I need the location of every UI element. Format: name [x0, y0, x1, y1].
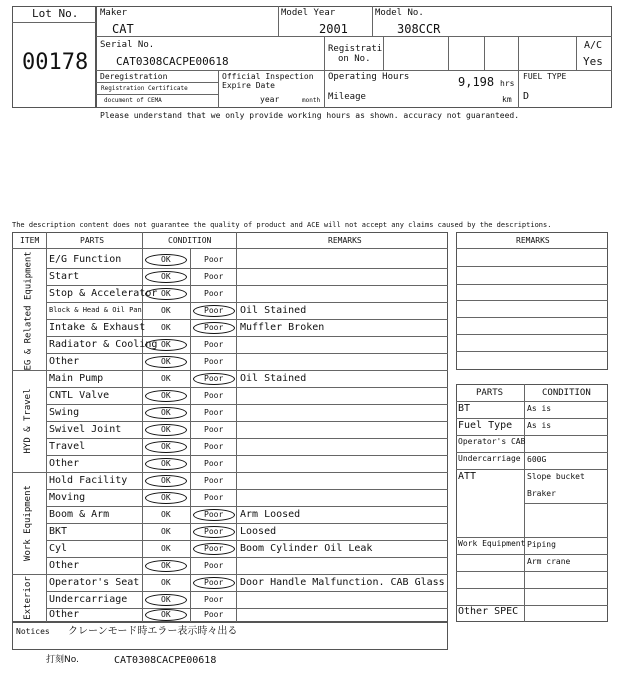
part-name: Other	[49, 609, 80, 620]
dereg-sub-1: Registration Certificate	[101, 85, 188, 92]
condition-poor: Poor	[204, 407, 224, 417]
condition-poor: Poor	[204, 610, 224, 619]
part-name: Hold Facility	[49, 474, 128, 486]
condition-ok: OK	[161, 577, 171, 587]
serial-label: Serial No.	[100, 40, 155, 50]
condition-poor: Poor	[204, 475, 224, 485]
hours-label: Operating Hours	[328, 72, 410, 82]
footer-value: CAT0308CACPE00618	[114, 655, 217, 666]
lot-number: 00178	[22, 50, 89, 75]
remark-text: Door Handle Malfunction. CAB Glass	[240, 576, 445, 588]
group-label: Work Equipment	[23, 485, 33, 561]
spec-condition: 600G	[527, 455, 547, 464]
condition-poor: Poor	[204, 356, 224, 366]
condition-ok: OK	[161, 543, 171, 553]
ok-circle-mark	[145, 441, 187, 453]
condition-ok: OK	[161, 356, 171, 366]
condition-ok: OK	[161, 339, 171, 349]
ok-circle-mark	[145, 458, 187, 470]
mileage-unit: km	[502, 95, 512, 104]
ok-circle-mark	[145, 594, 187, 606]
condition-poor: Poor	[204, 594, 224, 604]
col-parts: PARTS	[80, 236, 105, 245]
part-name: BKT	[49, 525, 68, 537]
condition-ok: OK	[161, 610, 171, 619]
ok-circle-mark	[145, 609, 187, 621]
group-label: Exterior	[23, 576, 33, 620]
condition-ok: OK	[161, 424, 171, 434]
hours-value: 9,198	[458, 75, 495, 89]
condition-ok: OK	[161, 407, 171, 417]
poor-circle-mark	[193, 509, 235, 521]
condition-ok: OK	[161, 475, 171, 485]
ok-circle-mark	[145, 288, 187, 300]
condition-ok: OK	[161, 509, 171, 519]
footer-label: 打刻No.	[46, 655, 79, 665]
part-name: Stop & Accelerator	[49, 287, 158, 299]
condition-ok: OK	[161, 288, 171, 298]
poor-circle-mark	[193, 577, 235, 589]
part-name: Radiator & Cooling	[49, 338, 158, 350]
remark-text: Boom Cylinder Oil Leak	[240, 542, 373, 554]
fuel-label: FUEL TYPE	[523, 72, 567, 81]
condition-poor: Poor	[204, 288, 224, 298]
right-remarks-box	[456, 232, 608, 370]
condition-ok: OK	[161, 492, 171, 502]
condition-ok: OK	[161, 441, 171, 451]
remark-text: Loosed	[240, 525, 277, 537]
condition-poor: Poor	[204, 254, 224, 264]
part-name: Start	[49, 270, 80, 282]
ok-circle-mark	[145, 560, 187, 572]
spec-part: ATT	[458, 471, 477, 482]
poor-circle-mark	[193, 305, 235, 317]
group-label: HYD & Travel	[23, 388, 33, 454]
serial-value: CAT0308CACPE00618	[116, 55, 229, 68]
part-name: Moving	[49, 491, 86, 503]
spec-col-condition: CONDITION	[542, 388, 591, 398]
maker-label: Maker	[100, 8, 128, 18]
condition-poor: Poor	[204, 509, 224, 519]
part-name: Undercarriage	[49, 593, 128, 605]
condition-poor: Poor	[204, 458, 224, 468]
ok-circle-mark	[145, 339, 187, 351]
hours-note: Please understand that we only provide working hours as shown. accuracy not guaranteed.	[100, 111, 520, 120]
condition-poor: Poor	[204, 305, 224, 315]
spec-condition: Piping	[527, 540, 556, 549]
part-name: Intake & Exhaust	[49, 321, 146, 333]
part-name: Cyl	[49, 542, 68, 554]
poor-circle-mark	[193, 526, 235, 538]
part-name: Block & Head & Oil Pan	[49, 305, 142, 314]
ac-label: A/C	[584, 40, 603, 51]
remark-text: Arm Loosed	[240, 508, 301, 520]
poor-circle-mark	[193, 543, 235, 555]
condition-poor: Poor	[204, 322, 224, 332]
remark-text: Muffler Broken	[240, 321, 325, 333]
condition-poor: Poor	[204, 577, 224, 587]
condition-ok: OK	[161, 271, 171, 281]
condition-poor: Poor	[204, 526, 224, 536]
part-name: Swing	[49, 406, 80, 418]
ok-circle-mark	[145, 254, 187, 266]
spec-condition: Braker	[527, 489, 556, 498]
spec-part: Other SPEC	[458, 606, 519, 617]
registration-label-2: on No.	[338, 54, 371, 64]
condition-poor: Poor	[204, 390, 224, 400]
poor-circle-mark	[193, 373, 235, 385]
part-name: Other	[49, 559, 80, 571]
remark-text: Oil Stained	[240, 372, 307, 384]
year-label: year	[260, 95, 280, 104]
condition-ok: OK	[161, 254, 171, 264]
spec-condition: Arm crane	[527, 557, 571, 566]
hours-unit: hrs	[500, 79, 515, 88]
part-name: Travel	[49, 440, 86, 452]
mileage-label: Mileage	[328, 92, 366, 102]
condition-ok: OK	[161, 390, 171, 400]
part-name: Swivel Joint	[49, 423, 122, 435]
spec-part: Work Equipment	[458, 539, 526, 548]
part-name: Boom & Arm	[49, 508, 110, 520]
condition-ok: OK	[161, 594, 171, 604]
fuel-value: D	[523, 91, 530, 102]
ok-circle-mark	[145, 492, 187, 504]
condition-poor: Poor	[204, 373, 224, 383]
col-condition: CONDITION	[168, 236, 212, 245]
ok-circle-mark	[145, 424, 187, 436]
poor-circle-mark	[193, 322, 235, 334]
notices-label: Notices	[16, 627, 50, 636]
condition-ok: OK	[161, 373, 171, 383]
spec-col-parts: PARTS	[476, 388, 504, 398]
condition-poor: Poor	[204, 492, 224, 502]
month-label: month	[302, 97, 321, 104]
group-label: EG & Related Equipment	[23, 250, 33, 370]
condition-poor: Poor	[204, 339, 224, 349]
spec-part: Fuel Type	[458, 420, 513, 431]
part-name: E/G Function	[49, 253, 122, 265]
dereg-sub-2: document of CEMA	[104, 97, 162, 104]
col-item: ITEM	[20, 236, 40, 245]
model-no-label: Model No.	[375, 8, 424, 18]
condition-ok: OK	[161, 560, 171, 570]
maker-value: CAT	[112, 22, 134, 36]
condition-ok: OK	[161, 458, 171, 468]
dereg-label: Deregistration	[100, 72, 168, 81]
part-name: Operator's Seat	[49, 576, 140, 588]
inspection-label-1: Official Inspection	[222, 72, 314, 81]
spec-part: BT	[458, 403, 471, 414]
ok-circle-mark	[145, 390, 187, 402]
condition-ok: OK	[161, 526, 171, 536]
spec-condition: Slope bucket	[527, 472, 585, 481]
registration-label-1: Registrati	[328, 44, 383, 54]
notices-text: クレーンモード時エラー表示時々出る	[68, 626, 238, 637]
part-name: Main Pump	[49, 372, 104, 384]
part-name: Other	[49, 355, 80, 367]
lot-label: Lot No.	[32, 7, 79, 20]
model-year-label: Model Year	[281, 8, 336, 18]
spec-condition: As is	[527, 421, 552, 430]
condition-poor: Poor	[204, 543, 224, 553]
model-year-value: 2001	[319, 22, 348, 36]
disclaimer: The description content does not guarantee the quality of product and ACE will not accept any claims caused by the descriptions.	[12, 221, 552, 229]
ok-circle-mark	[145, 407, 187, 419]
condition-poor: Poor	[204, 424, 224, 434]
spec-part: Operator's CAB	[458, 437, 526, 446]
condition-poor: Poor	[204, 271, 224, 281]
condition-poor: Poor	[204, 441, 224, 451]
inspection-label-2: Expire Date	[222, 81, 275, 90]
part-name: CNTL Valve	[49, 389, 110, 401]
condition-ok: OK	[161, 322, 171, 332]
ac-value: Yes	[583, 55, 603, 68]
condition-ok: OK	[161, 305, 171, 315]
ok-circle-mark	[145, 475, 187, 487]
ok-circle-mark	[145, 271, 187, 283]
model-no-value: 308CCR	[397, 22, 441, 36]
ok-circle-mark	[145, 356, 187, 368]
spec-condition: As is	[527, 404, 552, 413]
part-name: Other	[49, 457, 80, 469]
col-remarks: REMARKS	[328, 236, 362, 245]
remark-text: Oil Stained	[240, 304, 307, 316]
right-remarks-header: REMARKS	[516, 236, 550, 245]
condition-poor: Poor	[204, 560, 224, 570]
spec-part: Undercarriage	[458, 454, 521, 463]
